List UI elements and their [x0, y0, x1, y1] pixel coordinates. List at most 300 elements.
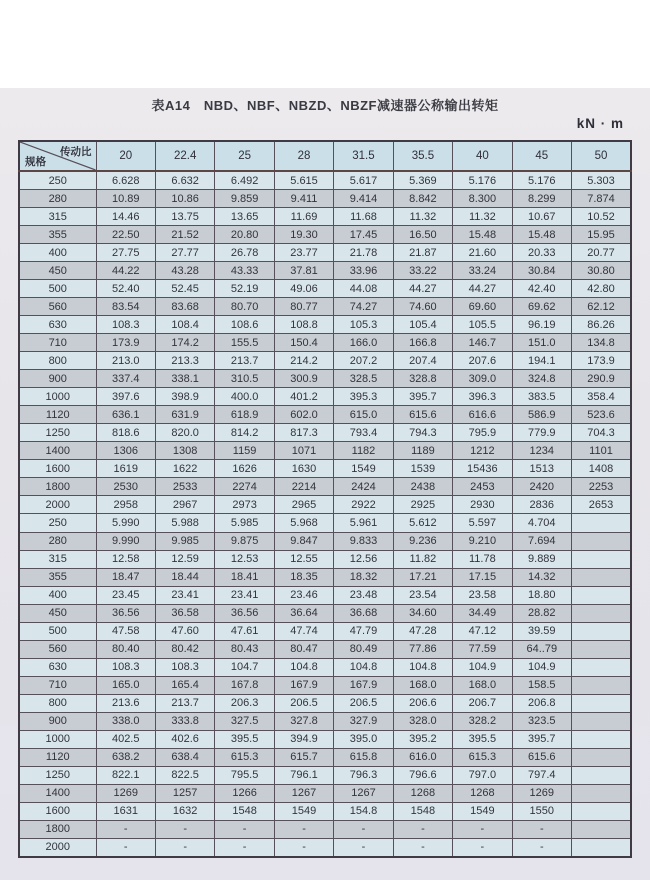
spec-cell: 450	[19, 604, 96, 622]
value-cell: 104.8	[334, 658, 393, 676]
value-cell: 1408	[572, 460, 632, 478]
value-cell: 6.492	[215, 171, 274, 190]
value-cell	[572, 802, 632, 820]
value-cell: 108.3	[96, 658, 155, 676]
ratio-header: 31.5	[334, 141, 393, 171]
value-cell: 69.62	[512, 298, 571, 316]
spec-axis-label: 规格	[25, 156, 46, 168]
value-cell: -	[274, 838, 333, 857]
ratio-header: 50	[572, 141, 632, 171]
value-cell: 1539	[393, 460, 452, 478]
value-cell: 1266	[215, 784, 274, 802]
value-cell: 338.0	[96, 712, 155, 730]
value-cell: 13.65	[215, 208, 274, 226]
value-cell: 2958	[96, 496, 155, 514]
value-cell: 104.9	[453, 658, 512, 676]
table-row	[19, 334, 631, 352]
value-cell: 5.617	[334, 171, 393, 190]
spec-cell: 355	[19, 226, 96, 244]
value-cell: 2973	[215, 496, 274, 514]
value-cell: 2274	[215, 478, 274, 496]
value-cell: 2967	[155, 496, 214, 514]
table-row	[19, 676, 631, 694]
table-title: 表A14 NBD、NBF、NBZD、NBZF减速器公称输出转矩	[151, 98, 499, 113]
value-cell: 818.6	[96, 424, 155, 442]
value-cell: 2930	[453, 496, 512, 514]
value-cell: 206.5	[334, 694, 393, 712]
spec-cell: 315	[19, 208, 96, 226]
spec-cell: 1120	[19, 748, 96, 766]
value-cell: 11.32	[453, 208, 512, 226]
value-cell: 33.96	[334, 262, 393, 280]
value-cell: 328.5	[334, 370, 393, 388]
value-cell: 395.3	[334, 388, 393, 406]
value-cell: 328.0	[393, 712, 452, 730]
value-cell: 1549	[334, 460, 393, 478]
value-cell: 108.4	[155, 316, 214, 334]
value-cell: 6.628	[96, 171, 155, 190]
value-cell: 2214	[274, 478, 333, 496]
table-row	[19, 280, 631, 298]
value-cell: 20.33	[512, 244, 571, 262]
value-cell: 49.06	[274, 280, 333, 298]
table-row	[19, 406, 631, 424]
ratio-header: 45	[512, 141, 571, 171]
value-cell: 154.8	[334, 802, 393, 820]
spec-cell: 250	[19, 171, 96, 190]
value-cell: 18.44	[155, 568, 214, 586]
value-cell	[572, 568, 632, 586]
value-cell: 400.0	[215, 388, 274, 406]
value-cell: -	[215, 838, 274, 857]
value-cell: 20.80	[215, 226, 274, 244]
spec-cell: 900	[19, 370, 96, 388]
value-cell: 1189	[393, 442, 452, 460]
value-cell: 15.48	[453, 226, 512, 244]
value-cell: 30.84	[512, 262, 571, 280]
value-cell: 206.3	[215, 694, 274, 712]
spec-cell: 560	[19, 640, 96, 658]
value-cell: 168.0	[393, 676, 452, 694]
value-cell: 1234	[512, 442, 571, 460]
value-cell: 77.86	[393, 640, 452, 658]
spec-cell: 500	[19, 280, 96, 298]
value-cell: 8.300	[453, 190, 512, 208]
value-cell: 6.632	[155, 171, 214, 190]
value-cell: 15436	[453, 460, 512, 478]
value-cell: 44.27	[393, 280, 452, 298]
value-cell: 1257	[155, 784, 214, 802]
value-cell: 5.988	[155, 514, 214, 532]
value-cell: 328.8	[393, 370, 452, 388]
value-cell: 8.299	[512, 190, 571, 208]
spec-cell: 560	[19, 298, 96, 316]
value-cell: 36.56	[96, 604, 155, 622]
value-cell: 36.58	[155, 604, 214, 622]
spec-cell: 1120	[19, 406, 96, 424]
value-cell: 22.50	[96, 226, 155, 244]
ratio-header: 22.4	[155, 141, 214, 171]
value-cell: 174.2	[155, 334, 214, 352]
value-cell: 8.842	[393, 190, 452, 208]
value-cell: 795.5	[215, 766, 274, 784]
value-cell: 173.9	[96, 334, 155, 352]
table-row	[19, 766, 631, 784]
value-cell: 1101	[572, 442, 632, 460]
table-row	[19, 226, 631, 244]
value-cell: 333.8	[155, 712, 214, 730]
value-cell: 80.47	[274, 640, 333, 658]
value-cell: 2424	[334, 478, 393, 496]
value-cell: 638.4	[155, 748, 214, 766]
table-row	[19, 748, 631, 766]
value-cell: 631.9	[155, 406, 214, 424]
value-cell: 7.874	[572, 190, 632, 208]
value-cell: 1268	[393, 784, 452, 802]
spec-cell: 1600	[19, 460, 96, 478]
value-cell: 1308	[155, 442, 214, 460]
value-cell: 323.5	[512, 712, 571, 730]
value-cell: 150.4	[274, 334, 333, 352]
value-cell: 214.2	[274, 352, 333, 370]
value-cell: 797.4	[512, 766, 571, 784]
value-cell: 1630	[274, 460, 333, 478]
table-row	[19, 298, 631, 316]
value-cell: 1269	[512, 784, 571, 802]
value-cell: 11.78	[453, 550, 512, 568]
value-cell: 168.0	[453, 676, 512, 694]
value-cell: 395.5	[215, 730, 274, 748]
value-cell	[572, 622, 632, 640]
spec-cell: 800	[19, 352, 96, 370]
value-cell: 615.6	[393, 406, 452, 424]
spec-cell: 315	[19, 550, 96, 568]
value-cell: 9.847	[274, 532, 333, 550]
value-cell: 290.9	[572, 370, 632, 388]
value-cell: 2453	[453, 478, 512, 496]
value-cell: 796.1	[274, 766, 333, 784]
spec-cell: 1600	[19, 802, 96, 820]
spec-cell: 900	[19, 712, 96, 730]
value-cell: 2653	[572, 496, 632, 514]
value-cell: 167.9	[334, 676, 393, 694]
ratio-header: 35.5	[393, 141, 452, 171]
value-cell: -	[96, 820, 155, 838]
value-cell: 1631	[96, 802, 155, 820]
value-cell: 20.77	[572, 244, 632, 262]
value-cell: 12.59	[155, 550, 214, 568]
value-cell: 166.0	[334, 334, 393, 352]
value-cell: 80.40	[96, 640, 155, 658]
value-cell: 47.60	[155, 622, 214, 640]
value-cell: 5.961	[334, 514, 393, 532]
value-cell: 396.3	[453, 388, 512, 406]
ratio-header: 20	[96, 141, 155, 171]
value-cell	[572, 640, 632, 658]
value-cell	[572, 694, 632, 712]
value-cell: 28.82	[512, 604, 571, 622]
value-cell: 5.615	[274, 171, 333, 190]
value-cell: -	[453, 820, 512, 838]
value-cell: 1268	[453, 784, 512, 802]
value-cell: 394.9	[274, 730, 333, 748]
value-cell: -	[512, 820, 571, 838]
value-cell: 86.26	[572, 316, 632, 334]
value-cell: -	[393, 838, 452, 857]
table-row	[19, 370, 631, 388]
spec-cell: 1250	[19, 766, 96, 784]
value-cell: 21.87	[393, 244, 452, 262]
value-cell: 104.7	[215, 658, 274, 676]
spec-cell: 400	[19, 244, 96, 262]
value-cell: 108.3	[96, 316, 155, 334]
value-cell: 27.77	[155, 244, 214, 262]
value-cell: 14.32	[512, 568, 571, 586]
value-cell: 1549	[453, 802, 512, 820]
value-cell: 2922	[334, 496, 393, 514]
value-cell: 18.47	[96, 568, 155, 586]
value-cell: 42.80	[572, 280, 632, 298]
table-row	[19, 784, 631, 802]
value-cell: 586.9	[512, 406, 571, 424]
value-cell: 615.3	[215, 748, 274, 766]
value-cell: 1622	[155, 460, 214, 478]
value-cell: 43.33	[215, 262, 274, 280]
spec-cell: 1800	[19, 478, 96, 496]
value-cell: 206.7	[453, 694, 512, 712]
value-cell: 47.58	[96, 622, 155, 640]
value-cell: 820.0	[155, 424, 214, 442]
value-cell	[572, 784, 632, 802]
value-cell: 12.53	[215, 550, 274, 568]
value-cell: 206.6	[393, 694, 452, 712]
value-cell: 23.77	[274, 244, 333, 262]
spec-cell: 800	[19, 694, 96, 712]
value-cell	[572, 838, 632, 857]
value-cell: 74.27	[334, 298, 393, 316]
value-cell: 615.7	[274, 748, 333, 766]
value-cell: 52.40	[96, 280, 155, 298]
value-cell: 33.22	[393, 262, 452, 280]
value-cell: -	[453, 838, 512, 857]
spec-cell: 2000	[19, 838, 96, 857]
value-cell: 36.56	[215, 604, 274, 622]
value-cell: 395.0	[334, 730, 393, 748]
value-cell	[572, 820, 632, 838]
value-cell: 104.9	[512, 658, 571, 676]
value-cell: 213.6	[96, 694, 155, 712]
value-cell: 11.82	[393, 550, 452, 568]
table-row	[19, 820, 631, 838]
spec-cell: 1400	[19, 784, 96, 802]
value-cell: 23.48	[334, 586, 393, 604]
value-cell: 105.5	[453, 316, 512, 334]
value-cell: 9.414	[334, 190, 393, 208]
value-cell: 105.4	[393, 316, 452, 334]
value-cell: 822.1	[96, 766, 155, 784]
value-cell: 1182	[334, 442, 393, 460]
value-cell: 5.176	[512, 171, 571, 190]
value-cell: -	[334, 820, 393, 838]
table-row	[19, 802, 631, 820]
value-cell: 401.2	[274, 388, 333, 406]
table-row	[19, 730, 631, 748]
value-cell: 108.6	[215, 316, 274, 334]
table-row	[19, 586, 631, 604]
value-cell: 21.52	[155, 226, 214, 244]
value-cell: -	[512, 838, 571, 857]
value-cell: 615.0	[334, 406, 393, 424]
value-cell	[572, 604, 632, 622]
value-cell: 167.9	[274, 676, 333, 694]
value-cell: 5.176	[453, 171, 512, 190]
value-cell: 213.7	[215, 352, 274, 370]
value-cell: 9.210	[453, 532, 512, 550]
value-cell: 14.46	[96, 208, 155, 226]
value-cell: 83.54	[96, 298, 155, 316]
value-cell: 108.8	[274, 316, 333, 334]
value-cell: 398.9	[155, 388, 214, 406]
table-row	[19, 712, 631, 730]
value-cell: 9.875	[215, 532, 274, 550]
table-row	[19, 424, 631, 442]
spec-cell: 710	[19, 676, 96, 694]
spec-cell: 1250	[19, 424, 96, 442]
value-cell: 44.08	[334, 280, 393, 298]
value-cell: 155.5	[215, 334, 274, 352]
value-cell: 36.68	[334, 604, 393, 622]
value-cell: 26.78	[215, 244, 274, 262]
value-cell: 395.7	[512, 730, 571, 748]
value-cell: 33.24	[453, 262, 512, 280]
value-cell: 43.28	[155, 262, 214, 280]
value-cell: 300.9	[274, 370, 333, 388]
value-cell: 47.28	[393, 622, 452, 640]
value-cell: 9.985	[155, 532, 214, 550]
value-cell: 11.68	[334, 208, 393, 226]
value-cell: 11.32	[393, 208, 452, 226]
value-cell: 10.86	[155, 190, 214, 208]
spec-cell: 450	[19, 262, 96, 280]
value-cell: 23.46	[274, 586, 333, 604]
value-cell: 213.3	[155, 352, 214, 370]
value-cell: 17.45	[334, 226, 393, 244]
value-cell: 27.75	[96, 244, 155, 262]
value-cell: 310.5	[215, 370, 274, 388]
scan-area	[0, 88, 650, 880]
value-cell: 62.12	[572, 298, 632, 316]
spec-cell: 250	[19, 514, 96, 532]
value-cell: 206.8	[512, 694, 571, 712]
table-row	[19, 532, 631, 550]
table-row	[19, 208, 631, 226]
value-cell: 2438	[393, 478, 452, 496]
value-cell: 21.78	[334, 244, 393, 262]
value-cell: 42.40	[512, 280, 571, 298]
value-cell: 1071	[274, 442, 333, 460]
value-cell: 13.75	[155, 208, 214, 226]
table-header	[19, 141, 631, 171]
value-cell: 327.8	[274, 712, 333, 730]
value-cell: 327.5	[215, 712, 274, 730]
value-cell	[572, 748, 632, 766]
value-cell: 80.70	[215, 298, 274, 316]
value-cell: 104.8	[393, 658, 452, 676]
value-cell: 618.9	[215, 406, 274, 424]
value-cell: 47.79	[334, 622, 393, 640]
table-row	[19, 568, 631, 586]
value-cell: 1619	[96, 460, 155, 478]
value-cell: 2925	[393, 496, 452, 514]
value-cell: 80.77	[274, 298, 333, 316]
value-cell: 23.45	[96, 586, 155, 604]
table-row	[19, 171, 631, 190]
value-cell: 796.3	[334, 766, 393, 784]
ratio-header: 40	[453, 141, 512, 171]
value-cell: 18.80	[512, 586, 571, 604]
value-cell: 10.89	[96, 190, 155, 208]
table-row	[19, 190, 631, 208]
value-cell: 2420	[512, 478, 571, 496]
value-cell: 44.22	[96, 262, 155, 280]
value-cell: 19.30	[274, 226, 333, 244]
value-cell: 69.60	[453, 298, 512, 316]
value-cell	[572, 712, 632, 730]
value-cell: 9.889	[512, 550, 571, 568]
value-cell: 327.9	[334, 712, 393, 730]
value-cell: 797.0	[453, 766, 512, 784]
value-cell: 23.41	[155, 586, 214, 604]
value-cell: 23.41	[215, 586, 274, 604]
value-cell: 52.45	[155, 280, 214, 298]
value-cell: 47.74	[274, 622, 333, 640]
value-cell: 395.7	[393, 388, 452, 406]
table-row	[19, 460, 631, 478]
spec-cell: 630	[19, 316, 96, 334]
value-cell: 2965	[274, 496, 333, 514]
value-cell: 1632	[155, 802, 214, 820]
spec-cell: 280	[19, 190, 96, 208]
table-row	[19, 388, 631, 406]
value-cell: 1549	[274, 802, 333, 820]
table-row	[19, 316, 631, 334]
value-cell: 74.60	[393, 298, 452, 316]
value-cell: 1626	[215, 460, 274, 478]
value-cell: -	[215, 820, 274, 838]
value-cell: 36.64	[274, 604, 333, 622]
value-cell	[572, 586, 632, 604]
value-cell: 105.3	[334, 316, 393, 334]
table-row	[19, 352, 631, 370]
value-cell: 636.1	[96, 406, 155, 424]
value-cell	[572, 658, 632, 676]
value-cell: 5.968	[274, 514, 333, 532]
table-row	[19, 694, 631, 712]
value-cell: 1513	[512, 460, 571, 478]
value-cell: 822.5	[155, 766, 214, 784]
value-cell: 2530	[96, 478, 155, 496]
value-cell: 338.1	[155, 370, 214, 388]
value-cell: 151.0	[512, 334, 571, 352]
value-cell: 1212	[453, 442, 512, 460]
value-cell: 796.6	[393, 766, 452, 784]
spec-cell: 1000	[19, 730, 96, 748]
value-cell: 5.369	[393, 171, 452, 190]
value-cell: 77.59	[453, 640, 512, 658]
value-cell: 4.704	[512, 514, 571, 532]
value-cell: 616.0	[393, 748, 452, 766]
value-cell: 34.49	[453, 604, 512, 622]
